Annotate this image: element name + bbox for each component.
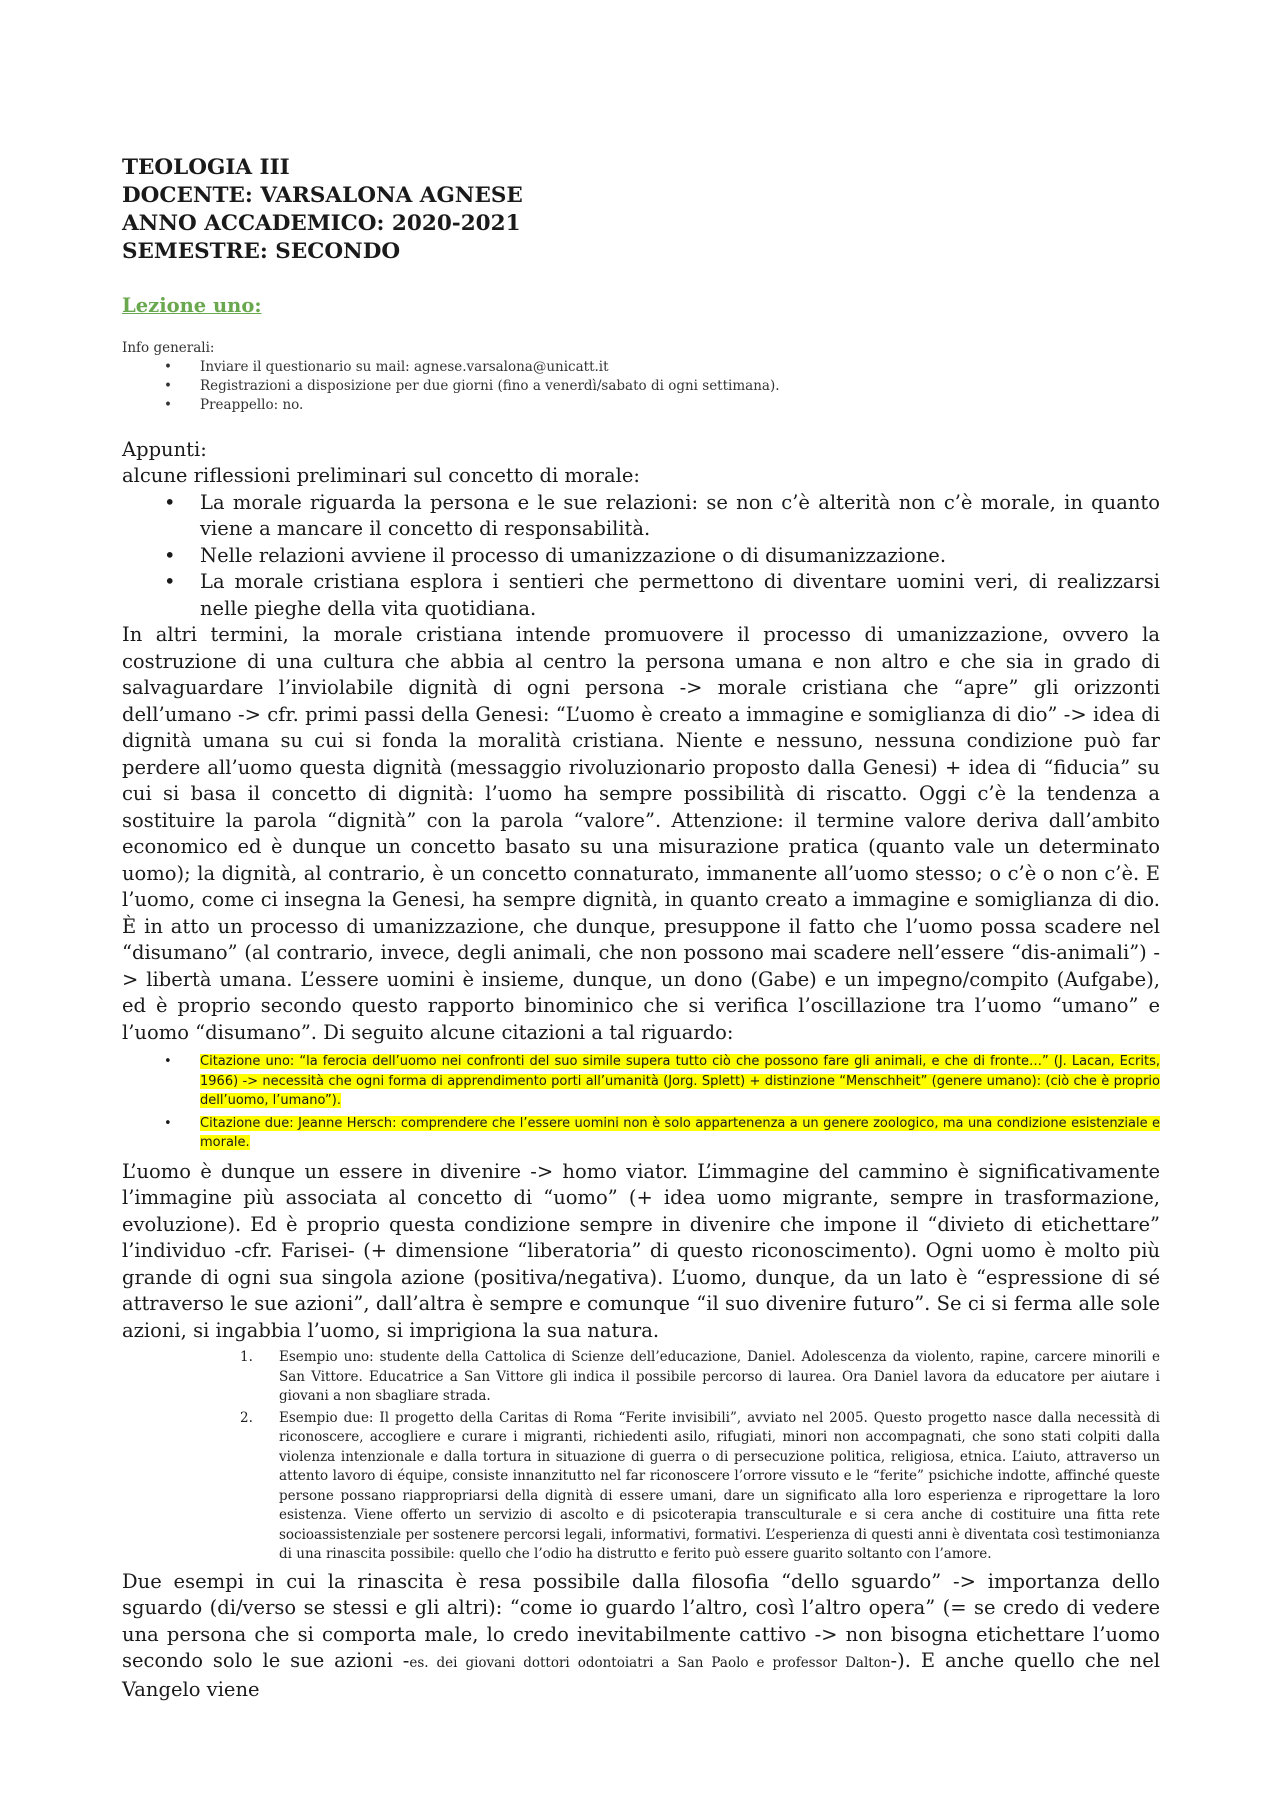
info-list <box>122 358 1160 415</box>
paragraph-sguardo-small: es. dei giovani dottori odontoiatri a San Paolo e professor Dalton <box>409 1655 891 1671</box>
list-item: • Inviare il questionario su mail: agnese.varsalona@unicatt.it <box>200 358 1160 377</box>
morale-bullets <box>122 490 1160 623</box>
example-text: Esempio uno: studente della Cattolica di Scienze dell’educazione, Daniel. Adolescenza da violento, rapine, carcere minorili e San Vittore. Educatrice a San Vittore gli indica il possibile percorso di laurea. Ora Daniel lavora da educatore per aiutare i giovani a non sbagliare strada. <box>279 1349 1160 1404</box>
academic-year-line: ANNO ACCADEMICO: 2020-2021 <box>122 211 521 236</box>
paragraph-sguardo <box>122 1569 1160 1704</box>
document-content <box>122 154 1160 1703</box>
list-item <box>200 1114 1160 1153</box>
list-item <box>240 1348 1160 1407</box>
list-item: • Nelle relazioni avviene il processo di umanizzazione o di disumanizzazione. <box>200 543 1160 570</box>
list-item <box>240 1409 1160 1565</box>
list-item <box>200 1052 1160 1111</box>
appunti-title: Appunti: <box>122 438 207 461</box>
examples-list <box>122 1348 1160 1565</box>
list-number: 1. <box>240 1349 253 1365</box>
highlighted-quote: Citazione uno: “la ferocia dell’uomo nei confronti del suo simile supera tutto ciò che possono fare gli animali, e che di fronte…” (J. Lacan, Ecrits, 1966) -> necessità che ogni forma di apprendimento porti all’umanità (Jorg. Splett) + distinzione “Menschheit” (genere umano): (ciò che è proprio dell’uomo, l’umano”). <box>200 1054 1160 1108</box>
list-item: • La morale riguarda la persona e le sue relazioni: se non c’è alterità non c’è morale, in quanto viene a mancare il concetto di responsabilità. <box>200 490 1160 543</box>
list-item: • Registrazioni a disposizione per due giorni (fino a venerdì/sabato di ogni settimana). <box>200 377 1160 396</box>
paragraph-sguardo-main: Due esempi in cui la rinascita è resa possibile dalla filosofia “dello sguardo” -> importanza dello sguardo (di/verso se stessi e gli altri): “come io guardo l’altro, così l’altro opera” (= se credo di vedere una persona che si comporta male, lo credo inevitabilmente cattivo -> non bisogna etichettare l’uomo secondo solo le sue azioni - <box>122 1569 1160 1672</box>
list-item: • Preappello: no. <box>200 396 1160 415</box>
teacher-line: DOCENTE: VARSALONA AGNESE <box>122 183 523 208</box>
example-text: Esempio due: Il progetto della Caritas di Roma “Ferite invisibili”, avviato nel 2005. Questo progetto nasce dalla necessità di riconoscere, accogliere e curare i migranti, richiedenti asilo, rifugiati, minori non accompagnati, che sono stati colpiti dalla violenza intenzionale e dalla tortura in situazione di guerra o di persecuzione politica, religiosa, etnica. L’aiuto, attraverso un attento lavoro di équipe, consiste innanzitutto nel far riconoscere l’orrore vissuto e le “ferite” psichiche indotte, affinché queste persone possano riappropriarsi della dignità di essere umani, dare un significato alla loro esperienza e riprogettare la loro esistenza. Viene offerto un servizio di ascolto e di psicoterapia transculturale e si cera anche di costituire una fitta rete socioassistenziale per sostenere percorsi legali, informativi, formativi. L’esperienza di questi anni è diventata così testimonianza di una rinascita possibile: quello che l’odio ha distrutto e ferito può essere guarito soltanto con l’amore. <box>279 1409 1160 1562</box>
course-title: TEOLOGIA III <box>122 155 290 180</box>
highlighted-quote: Citazione due: Jeanne Hersch: comprendere che l’essere uomini non è solo appartenenza a un genere zoologico, ma una condizione esistenziale e morale. <box>200 1115 1160 1150</box>
list-item: • La morale cristiana esplora i sentieri che permettono di diventare uomini veri, di realizzarsi nelle pieghe della vita quotidiana. <box>200 569 1160 622</box>
list-number: 2. <box>240 1409 253 1426</box>
info-title: Info generali: <box>122 340 215 356</box>
paragraph-umanizzazione: In altri termini, la morale cristiana intende promuovere il processo di umanizzazione, ovvero la costruzione di una cultura che abbia al centro la persona umana e non altro e che sia in grado di salvaguardare l’inviolabile dignità di ogni persona -> morale cristiana che “apre” gli orizzonti dell’umano -> cfr. primi passi della Genesi: “L’uomo è creato a immagine e somiglianza di dio” -> idea di dignità umana su cui si fonda la moralità cristiana. Niente e nessuno, nessuna condizione può far perdere all’uomo questa dignità (messaggio rivoluzionario proposto dalla Genesi) + idea di “fiducia” su cui si basa il concetto di dignità: l’uomo ha sempre possibilità di riscatto. Oggi c’è la tendenza a sostituire la parola “dignità” con la parola “valore”. Attenzione: il termine valore deriva dall’ambito economico ed è dunque un concetto basato su una misurazione pratica (quanto vale un determinato uomo); la dignità, al contrario, è un concetto connaturato, immanente all’uomo stesso; o c’è o non c’è. E l’uomo, come ci insegna la Genesi, ha sempre dignità, in quanto creato a immagine e somiglianza di dio. È in atto un processo di umanizzazione, che dunque, presuppone il fatto che l’uomo possa scadere nel “disumano” (al contrario, invece, degli animali, che non possono mai scadere nell’essere “dis-animali”) -> libertà umana. L’essere uomini è insieme, dunque, un dono (Gabe) e un impegno/compito (Aufgabe), ed è proprio secondo questo rapporto binominico che si verifica l’oscillazione tra l’uomo “umano” e l’uomo “disumano”. Di seguito alcune citazioni a tal riguardo: <box>122 623 1160 1044</box>
paragraph-homo-viator: L’uomo è dunque un essere in divenire -> homo viator. L’immagine del cammino è significativamente l’immagine più associata al concetto di “uomo” (+ idea uomo migrante, sempre in trasformazione, evoluzione). Ed è proprio questa condizione sempre in divenire che impone il “divieto di etichettare” l’individuo -cfr. Farisei- (+ dimensione “liberatoria” di questo riconoscimento). Ogni uomo è molto più grande di ogni sua singola azione (positiva/negativa). L’uomo, dunque, da un lato è “espressione di sé attraverso le sue azioni”, dall’altra è sempre e comunque “il suo divenire futuro”. Se ci si ferma alle sole azioni, si ingabbia l’uomo, si imprigiona la sua natura. <box>122 1159 1160 1342</box>
appunti-intro: alcune riflessioni preliminari sul concetto di morale: <box>122 464 640 487</box>
paragraph-sguardo-end: -). E anche quello che nel Vangelo viene <box>122 1649 1160 1701</box>
lesson-title: Lezione uno: <box>122 294 262 317</box>
quotes-list <box>122 1052 1160 1153</box>
semester-line: SEMESTRE: SECONDO <box>122 239 401 264</box>
